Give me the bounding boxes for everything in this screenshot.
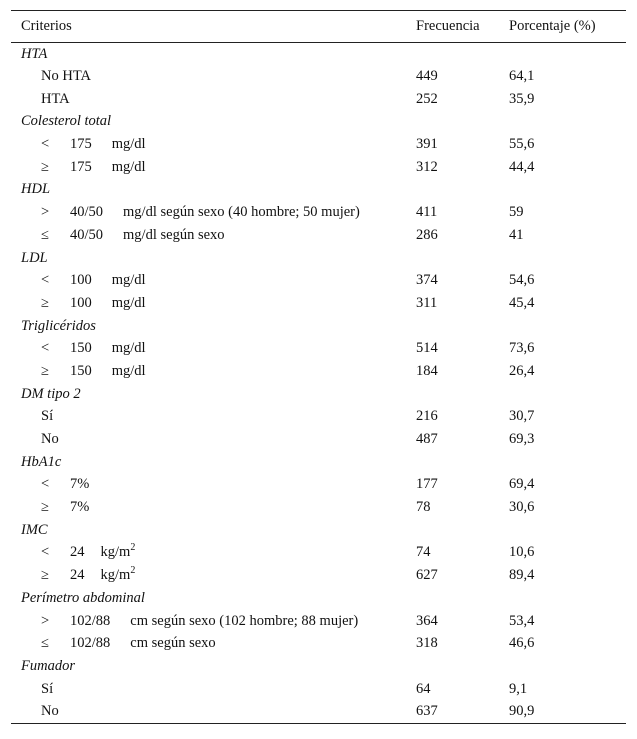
threshold-value: 24 [70,544,85,561]
criterion-cell [11,542,416,565]
category-trigliceridos: Triglicéridos [21,317,96,334]
unit-text: kg/m [100,567,131,584]
unit-text: kg/m [100,544,131,561]
category-imc: IMC [21,521,48,538]
table-row [11,678,626,701]
criterion-cell [11,337,416,360]
operator: ≥ [41,362,49,379]
threshold-value: 24 [70,567,85,584]
percentage-cell: 73,6 [509,340,535,357]
frequency-cell: 318 [416,635,438,652]
operator: < [41,272,50,289]
table-row [11,337,626,360]
threshold-value: 175 [70,136,92,153]
unit-text: cm según sexo (102 hombre; 88 mujer) [130,612,359,629]
operator: ≥ [41,499,49,516]
table-row [11,564,626,587]
percentage-cell: 30,7 [509,408,535,425]
frequency-cell: 64 [416,680,431,697]
percentage-cell: 55,6 [509,136,535,153]
operator: ≥ [41,294,49,311]
threshold-value: 102/88 [70,612,111,629]
frequency-cell: 374 [416,272,438,289]
category-row [11,451,626,474]
criterion-cell [11,224,416,247]
percentage-cell: 10,6 [509,544,535,561]
category-row [11,383,626,406]
criterion-cell [11,133,416,156]
unit-superscript: 2 [130,565,136,577]
criterion-label: HTA [41,90,70,107]
criterion-label: No [41,431,59,448]
operator: > [41,612,50,629]
operator: > [41,204,50,221]
threshold-value: 102/88 [70,635,111,652]
percentage-cell: 35,9 [509,90,535,107]
unit-text: cm según sexo [130,635,216,652]
operator: < [41,476,50,493]
category-row [11,519,626,542]
table-body [11,43,626,724]
table-row [11,496,626,519]
percentage-cell: 41 [509,226,524,243]
criterion-cell [11,564,416,587]
percentage-cell: 89,4 [509,567,535,584]
frequency-cell: 514 [416,340,438,357]
frequency-cell: 311 [416,294,438,311]
table-row [11,428,626,451]
threshold-value: 100 [70,272,92,289]
percentage-cell: 26,4 [509,362,535,379]
table-header [11,11,626,43]
operator: ≤ [41,635,49,652]
percentage-cell: 59 [509,204,524,221]
percentage-cell: 90,9 [509,700,626,723]
category-hdl: HDL [21,181,51,198]
category-dm2: DM tipo 2 [21,385,81,402]
percentage-cell: 64,1 [509,68,535,85]
frequency-cell: 411 [416,204,438,221]
table-row [11,156,626,179]
table-row [11,88,626,111]
threshold-value: 40/50 [70,226,104,243]
criterion-cell [11,610,416,633]
percentage-cell: 69,3 [509,431,535,448]
frequency-cell: 627 [416,567,438,584]
unit-text: mg/dl [111,272,146,289]
table-row [11,406,626,429]
table-row [11,474,626,497]
unit-text: mg/dl [111,136,146,153]
table-row [11,201,626,224]
threshold-value: 7% [70,499,90,516]
table-row [11,269,626,292]
frequency-cell: 216 [416,408,438,425]
category-row [11,43,626,66]
table-row [11,610,626,633]
unit-text: mg/dl según sexo (40 hombre; 50 mujer) [123,204,360,221]
threshold-value: 150 [70,340,92,357]
criterion-cell [11,156,416,179]
frequency-cell: 286 [416,226,438,243]
table-row [11,542,626,565]
header-row [11,11,626,43]
category-perimetro: Perímetro abdominal [21,589,145,606]
header-porcentaje: Porcentaje (%) [509,11,626,43]
percentage-cell: 46,6 [509,635,535,652]
table-row [11,292,626,315]
category-row [11,655,626,678]
criterion-cell [11,269,416,292]
category-row [11,111,626,134]
criterion-cell [11,474,416,497]
operator: ≥ [41,158,49,175]
criterion-label: No [11,700,416,723]
percentage-cell: 9,1 [509,680,528,697]
unit-text: mg/dl [111,362,146,379]
criterion-cell [11,496,416,519]
unit-text: mg/dl [111,294,146,311]
threshold-value: 150 [70,362,92,379]
operator: < [41,340,50,357]
category-row [11,179,626,202]
criterion-label: No HTA [41,68,91,85]
category-row [11,247,626,270]
table-row [11,700,626,723]
category-row [11,587,626,610]
operator: ≥ [41,567,49,584]
criterion-label: Sí [41,408,54,425]
frequency-cell: 391 [416,136,438,153]
criterion-cell [11,292,416,315]
frequency-cell: 312 [416,158,438,175]
unit-text: mg/dl [111,158,146,175]
table-row [11,360,626,383]
category-ldl: LDL [21,249,48,266]
percentage-cell: 44,4 [509,158,535,175]
frequency-cell: 74 [416,544,431,561]
criterion-cell [11,360,416,383]
percentage-cell: 53,4 [509,612,535,629]
category-hta: HTA [21,45,48,62]
frequency-cell: 364 [416,612,438,629]
criteria-table [11,10,626,724]
frequency-cell: 637 [416,700,509,723]
table-row [11,65,626,88]
unit-text: mg/dl [111,340,146,357]
header-criterios: Criterios [11,11,416,43]
header-frecuencia: Frecuencia [416,11,509,43]
frequency-cell: 78 [416,499,431,516]
percentage-cell: 69,4 [509,476,535,493]
category-hba1c: HbA1c [21,453,62,470]
percentage-cell: 45,4 [509,294,535,311]
table-row [11,133,626,156]
frequency-cell: 449 [416,68,438,85]
percentage-cell: 30,6 [509,499,535,516]
operator: < [41,136,50,153]
criterion-cell [11,632,416,655]
threshold-value: 175 [70,158,92,175]
frequency-cell: 177 [416,476,438,493]
criterion-label: Sí [41,680,54,697]
frequency-cell: 487 [416,431,438,448]
category-fumador: Fumador [21,657,75,674]
threshold-value: 7% [70,476,90,493]
category-colesterol: Colesterol total [21,113,112,130]
category-row [11,315,626,338]
frequency-cell: 184 [416,362,438,379]
criterion-cell [11,201,416,224]
table-row [11,632,626,655]
table-row [11,224,626,247]
threshold-value: 40/50 [70,204,104,221]
unit-text: mg/dl según sexo [123,226,225,243]
threshold-value: 100 [70,294,92,311]
percentage-cell: 54,6 [509,272,535,289]
unit-superscript: 2 [130,542,136,554]
frequency-cell: 252 [416,90,438,107]
operator: ≤ [41,226,49,243]
operator: < [41,544,50,561]
